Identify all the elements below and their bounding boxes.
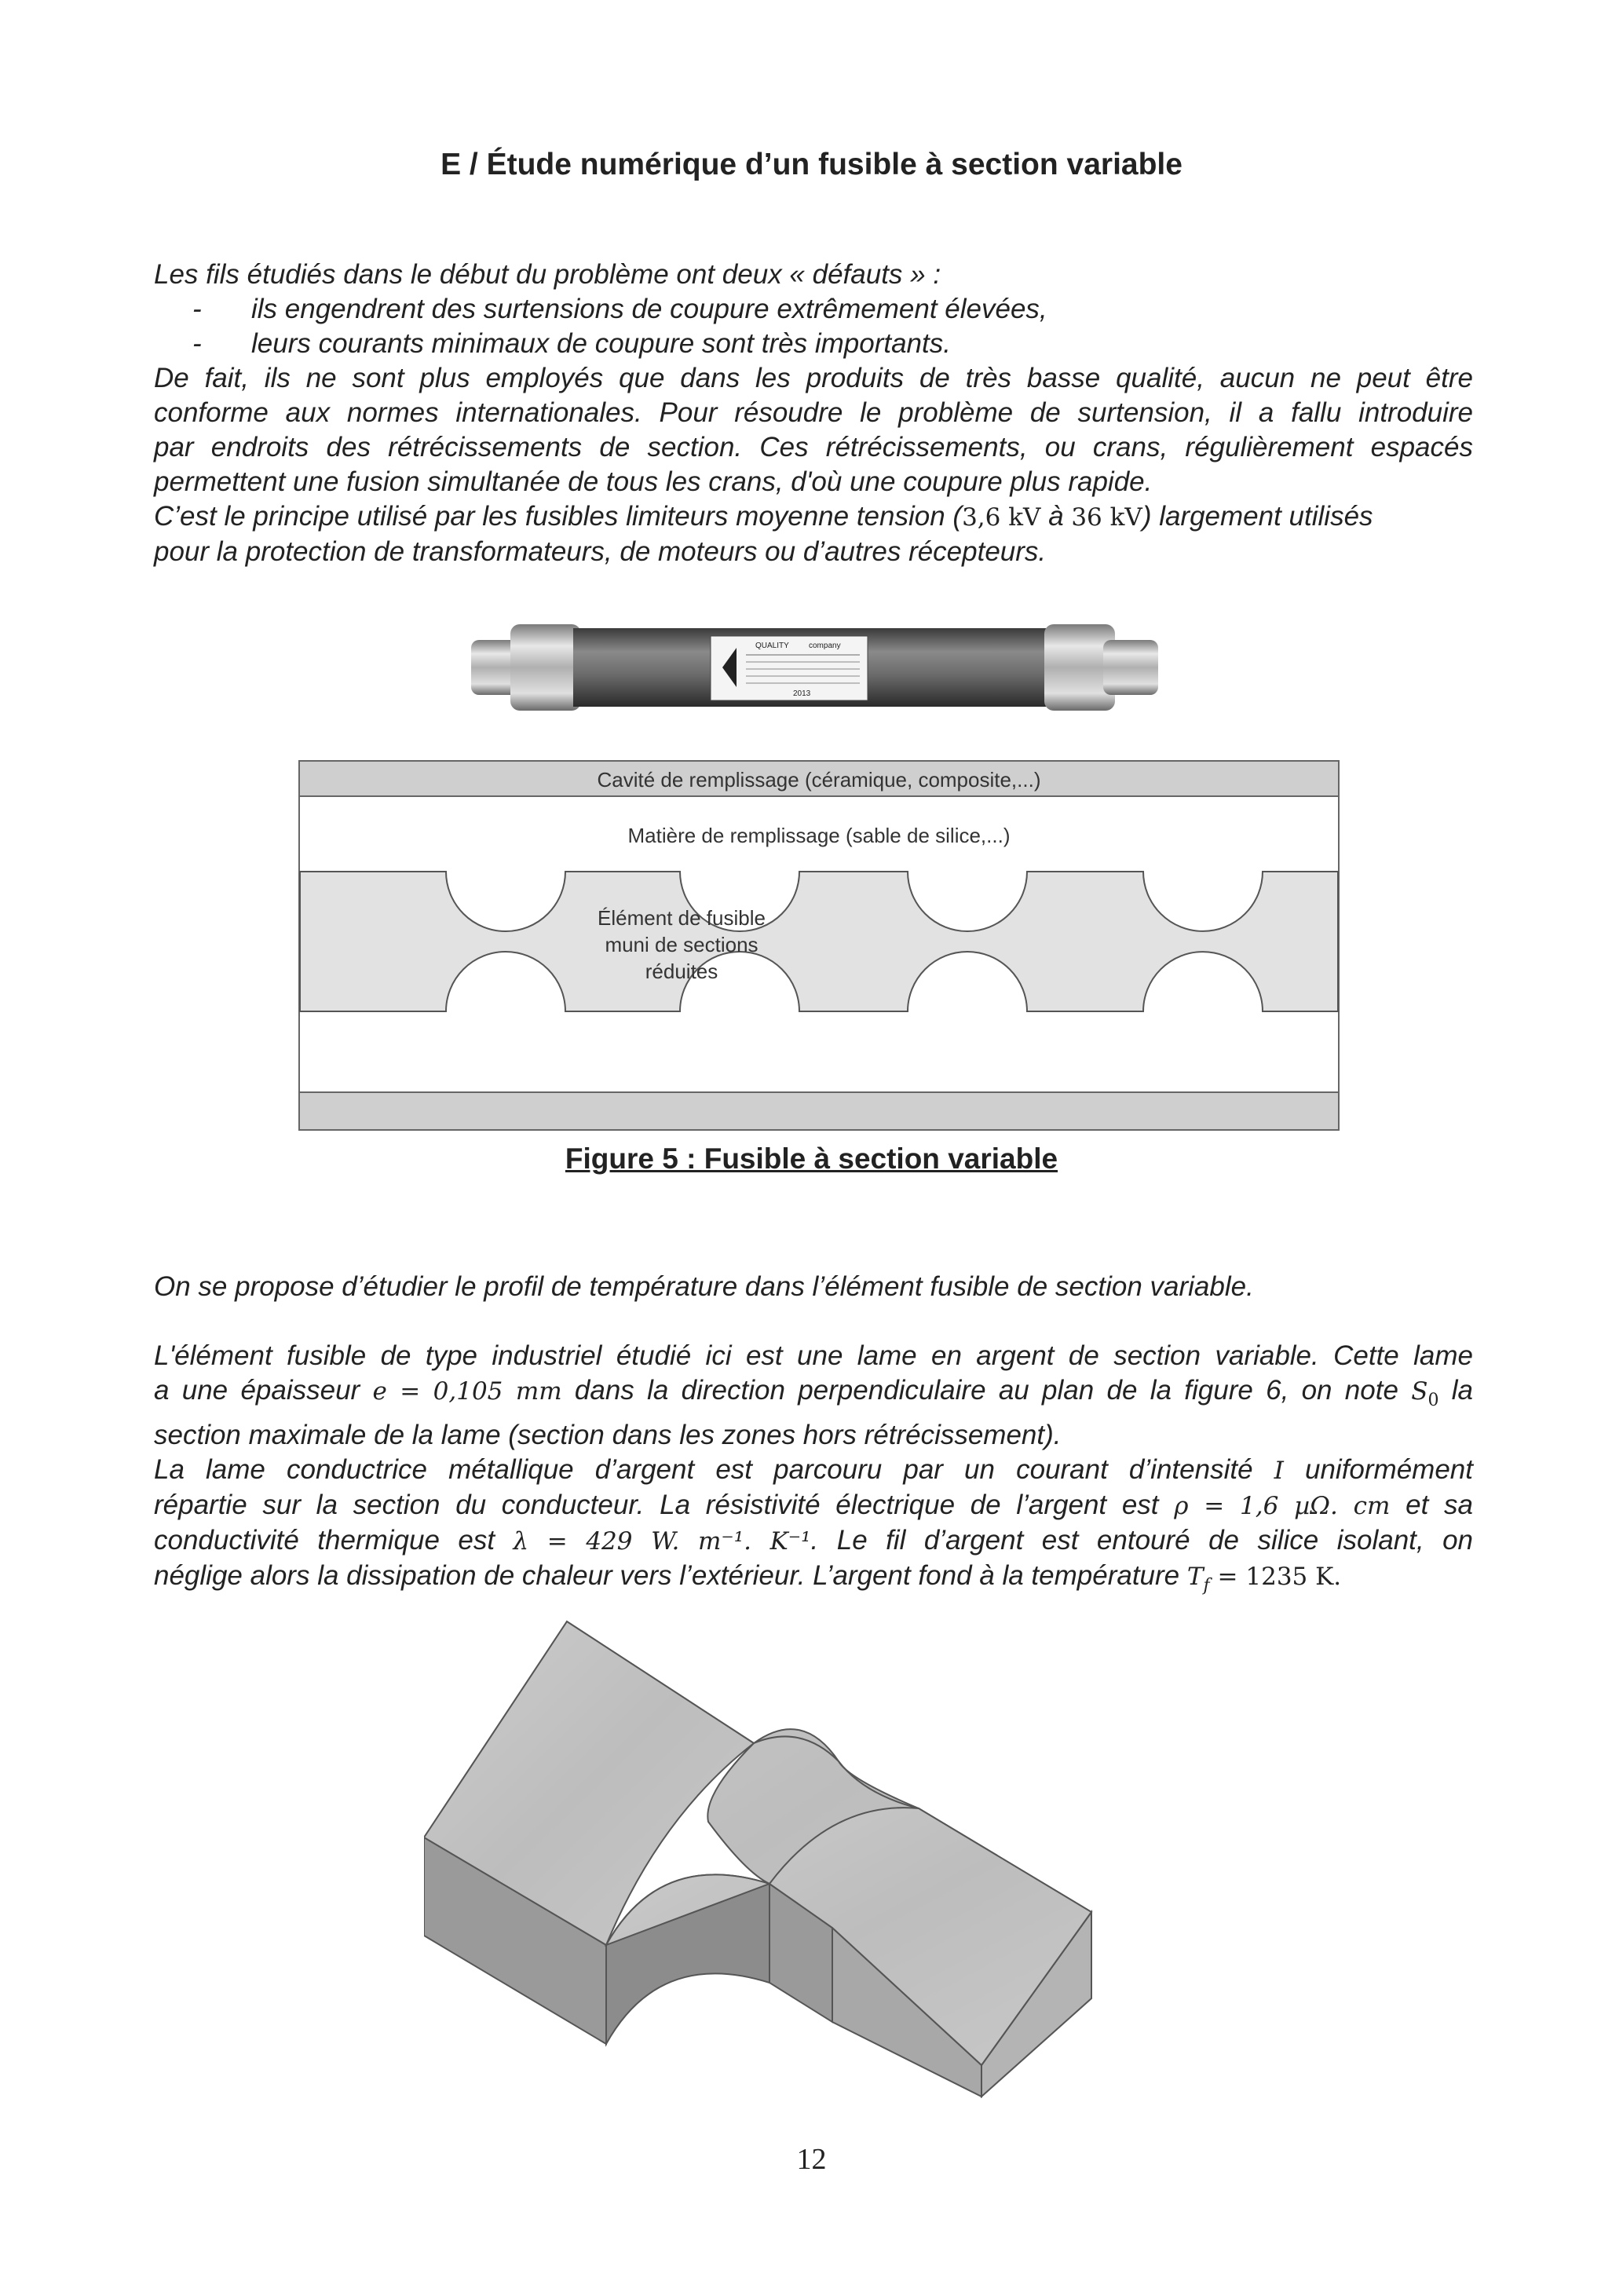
- silver-blade-figure: [424, 1614, 1131, 2100]
- element-label-line-2: muni de sections: [605, 933, 758, 956]
- page-number: 12: [796, 2143, 827, 2176]
- element-label-line-1: Élément de fusible: [598, 906, 766, 930]
- cavity-label: Cavité de remplissage (céramique, composite,...): [597, 768, 1041, 792]
- fuse-right-pin: [1103, 640, 1158, 695]
- intro-paragraph-2: De fait, ils ne sont plus employés que dans les produits de très basse qualité, aucun ne peut être conforme aux normes internationales. Pour résoudre le problème de surtension, il a fallu introduire par endroits des rétrécissements de section. Ces rétrécissements, ou crans, régulièrement espacés permettent une fusion simultanée de tous les crans, d'où une coupure plus rapide.: [154, 363, 1473, 497]
- list-item: - leurs courants minimaux de coupure sont très importants.: [192, 328, 951, 359]
- intro-paragraph-3: C’est le principe utilisé par les fusibles limiteurs moyenne tension (3,6 kV à 36 kV) largement utilisés pour la protection de transformateurs, de moteurs ou d’autres récepteurs.: [154, 501, 1373, 567]
- fuse-section-diagram: [298, 760, 1340, 1131]
- fuse-label-year: 2013: [793, 689, 811, 698]
- list-item: - ils engendrent des surtensions de coupure extrêmement élevées,: [192, 294, 1047, 324]
- defects-list: [192, 292, 1047, 361]
- element-label-line-3: réduites: [645, 960, 718, 983]
- main-paragraph: L'élément fusible de type industriel étudié ici est une lame en argent de section variable. Cette lame a une épaisseur e = 0,105 mm dans la direction perpendiculaire au plan de la figure 6, on note $S_0$ la section maximale de la lame (section dans les zones hors rétrécissement). La lame conductrice métallique d’argent est parcouru par un courant d’intensité I uniformément répartie sur la section du conducteur. La résistivité électrique de l’argent est ρ = 1,6 µΩ. cm et sa conductivité thermique est λ = 429 W. m⁻¹. K⁻¹. Le fil d’argent est entouré de silice isolant, on néglige alors la dissipation de chaleur vers l’extérieur. L’argent fond à la température $T_f = 1235$ K.: [154, 1340, 1473, 1596]
- cavity-bottom-band: [300, 1092, 1338, 1129]
- fuse-left-cap: [510, 624, 581, 711]
- filler-label: Matière de remplissage (sable de silice,...): [627, 824, 1011, 847]
- fuse-label-company: company: [809, 642, 841, 650]
- study-intro: On se propose d’étudier le profil de température dans l’élément fusible de section variable.: [154, 1271, 1254, 1302]
- section-title: E / Étude numérique d’un fusible à section variable: [440, 148, 1183, 181]
- fuse-label-brand: QUALITY: [755, 642, 789, 650]
- intro-lead: Les fils étudiés dans le début du problème ont deux « défauts » :: [154, 259, 941, 290]
- figure-caption: Figure 5 : Fusible à section variable: [565, 1143, 1058, 1175]
- fuse-photo: [463, 605, 1170, 730]
